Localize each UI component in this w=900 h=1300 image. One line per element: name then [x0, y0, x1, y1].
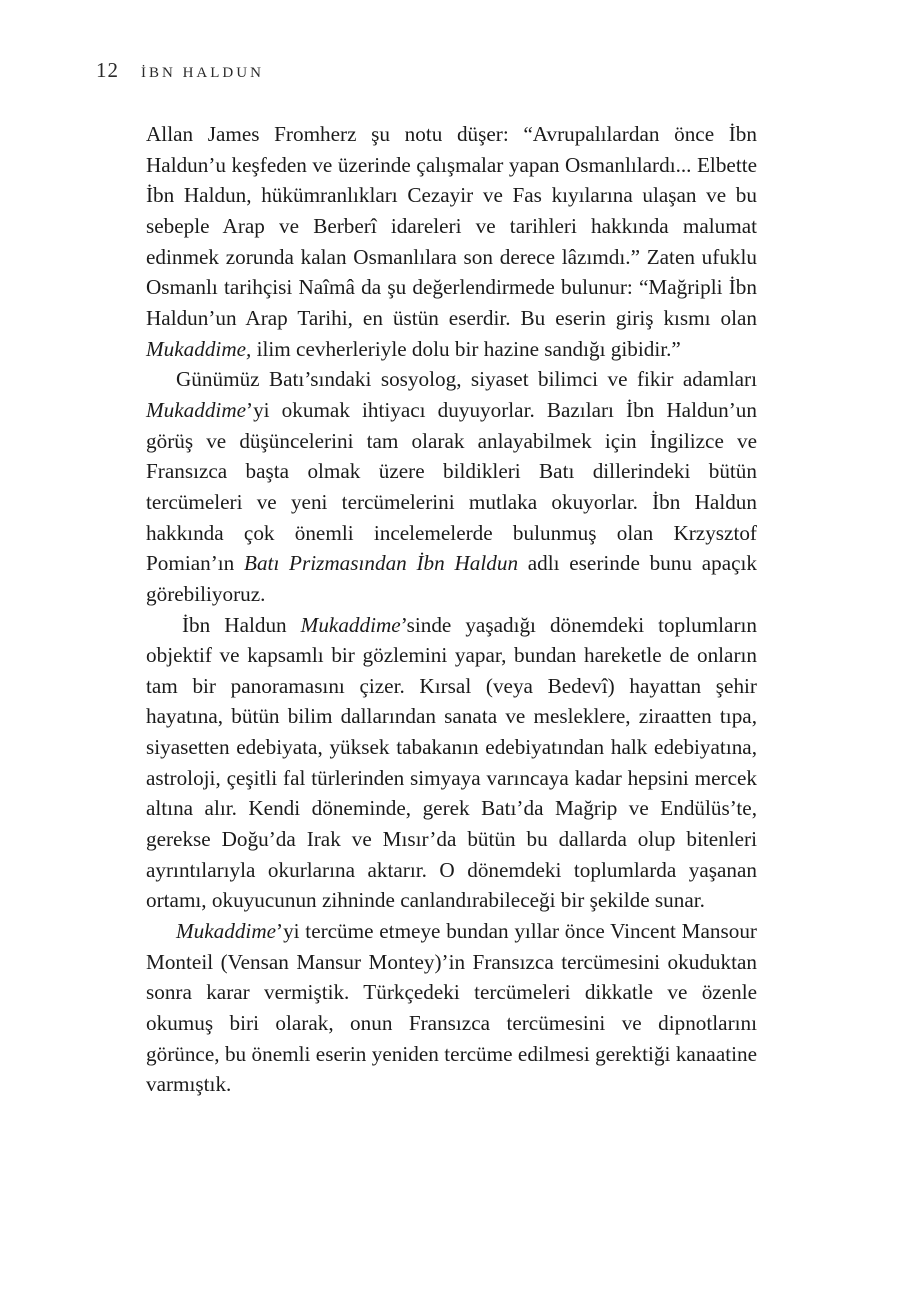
page-number: 12 — [96, 58, 119, 82]
paragraph-3 — [146, 610, 757, 917]
paragraph-2 — [146, 364, 757, 609]
italic-segment: Batı Prizmasından İbn Haldun — [244, 551, 519, 576]
text-segment: ’sinde yaşadığı dönemdeki toplumların objektif ve kapsamlı bir gözlemini yapar, bundan hareketle de onların tam bir panoramasını çizer. Kırsal (veya Bedevî) hayattan şehir hayatına, bütün bilim dallarından sanata ve mesleklere, ziraatten tıpa, siyasetten edebiyata, yüksek tabakanın edebiyatından halk edebiyatına, astroloji, çeşitli fal türlerinden simyaya varıncaya kadar hepsini mercek altına alır. Kendi döneminde, gerek Batı’da Mağrip ve Endülüs’te, gerekse Doğu’da Irak ve Mısır’da bütün bu dallarda olup bitenleri ayrıntılarıyla okurlarına aktarır. O dönemdeki toplumlarda yaşanan ortamı, okuyucunun zihninde canlandırabileceği bir şekilde sunar. — [146, 612, 757, 913]
italic-segment: Mukaddime — [300, 612, 401, 637]
paragraph-4 — [146, 916, 757, 1100]
running-title: İBN HALDUN — [141, 65, 264, 81]
italic-segment: Mukaddime — [176, 919, 277, 944]
page-header — [96, 58, 264, 88]
text-segment: Allan James Fromherz şu notu düşer: “Avrupalılardan önce İbn Haldun’u keşfeden ve üzerinde çalışmalar yapan Osmanlılardı... Elbette İbn Haldun, hükümranlıkları Cezayir ve Fas kıyılarına ulaşan ve bu sebeple Arap ve Berberî idareleri ve tarihleri hakkında malumat edinmek zorunda kalan Osmanlılara son derece lâzımdı.” Zaten ufuklu Osmanlı tarihçisi Naîmâ da şu değerlendirmede bulunur: “Mağripli İbn Haldun’un Arap Tarihi, en üstün eserdir. Bu eserin giriş kısmı olan — [146, 122, 757, 330]
text-segment: ilim cevherleriyle dolu bir hazine sandığı gibidir.” — [251, 336, 681, 361]
paragraph-1 — [146, 119, 757, 364]
text-segment: ’yi okumak ihtiyacı duyuyorlar. Bazıları İbn Haldun’un görüş ve düşüncelerini tam olarak anlayabilmek için İngilizce ve Fransızca başta olmak üzere bildikleri Batı dillerindeki bütün tercümeleri ve yeni tercümelerini mutlaka okuyorlar. İbn Haldun hakkında çok önemli incelemelerde bulunmuş olan Krzysztof Pomian’ın — [146, 397, 757, 576]
italic-segment: Mukaddime — [146, 397, 247, 422]
body-text — [146, 119, 757, 1100]
italic-segment: Mukaddime, — [146, 336, 252, 361]
text-segment: ’yi tercüme etmeye bundan yıllar önce Vincent Mansour Monteil (Vensan Mansur Montey)’in Fransızca tercümesini okuduktan sonra karar vermiştik. Türkçedeki tercümeleri dikkatle ve özenle okumuş biri olarak, onun Fransızca tercümesini ve dipnotlarını görünce, bu önemli eserin yeniden tercüme edilmesi gerektiği kanaatine varmıştık. — [146, 919, 757, 1097]
text-segment: adlı eserinde bunu apaçık görebiliyoruz. — [146, 551, 757, 606]
text-segment: İbn Haldun — [182, 612, 301, 637]
text-segment: Günümüz Batı’sındaki sosyolog, siyaset bilimci ve fikir adamları — [176, 367, 757, 392]
